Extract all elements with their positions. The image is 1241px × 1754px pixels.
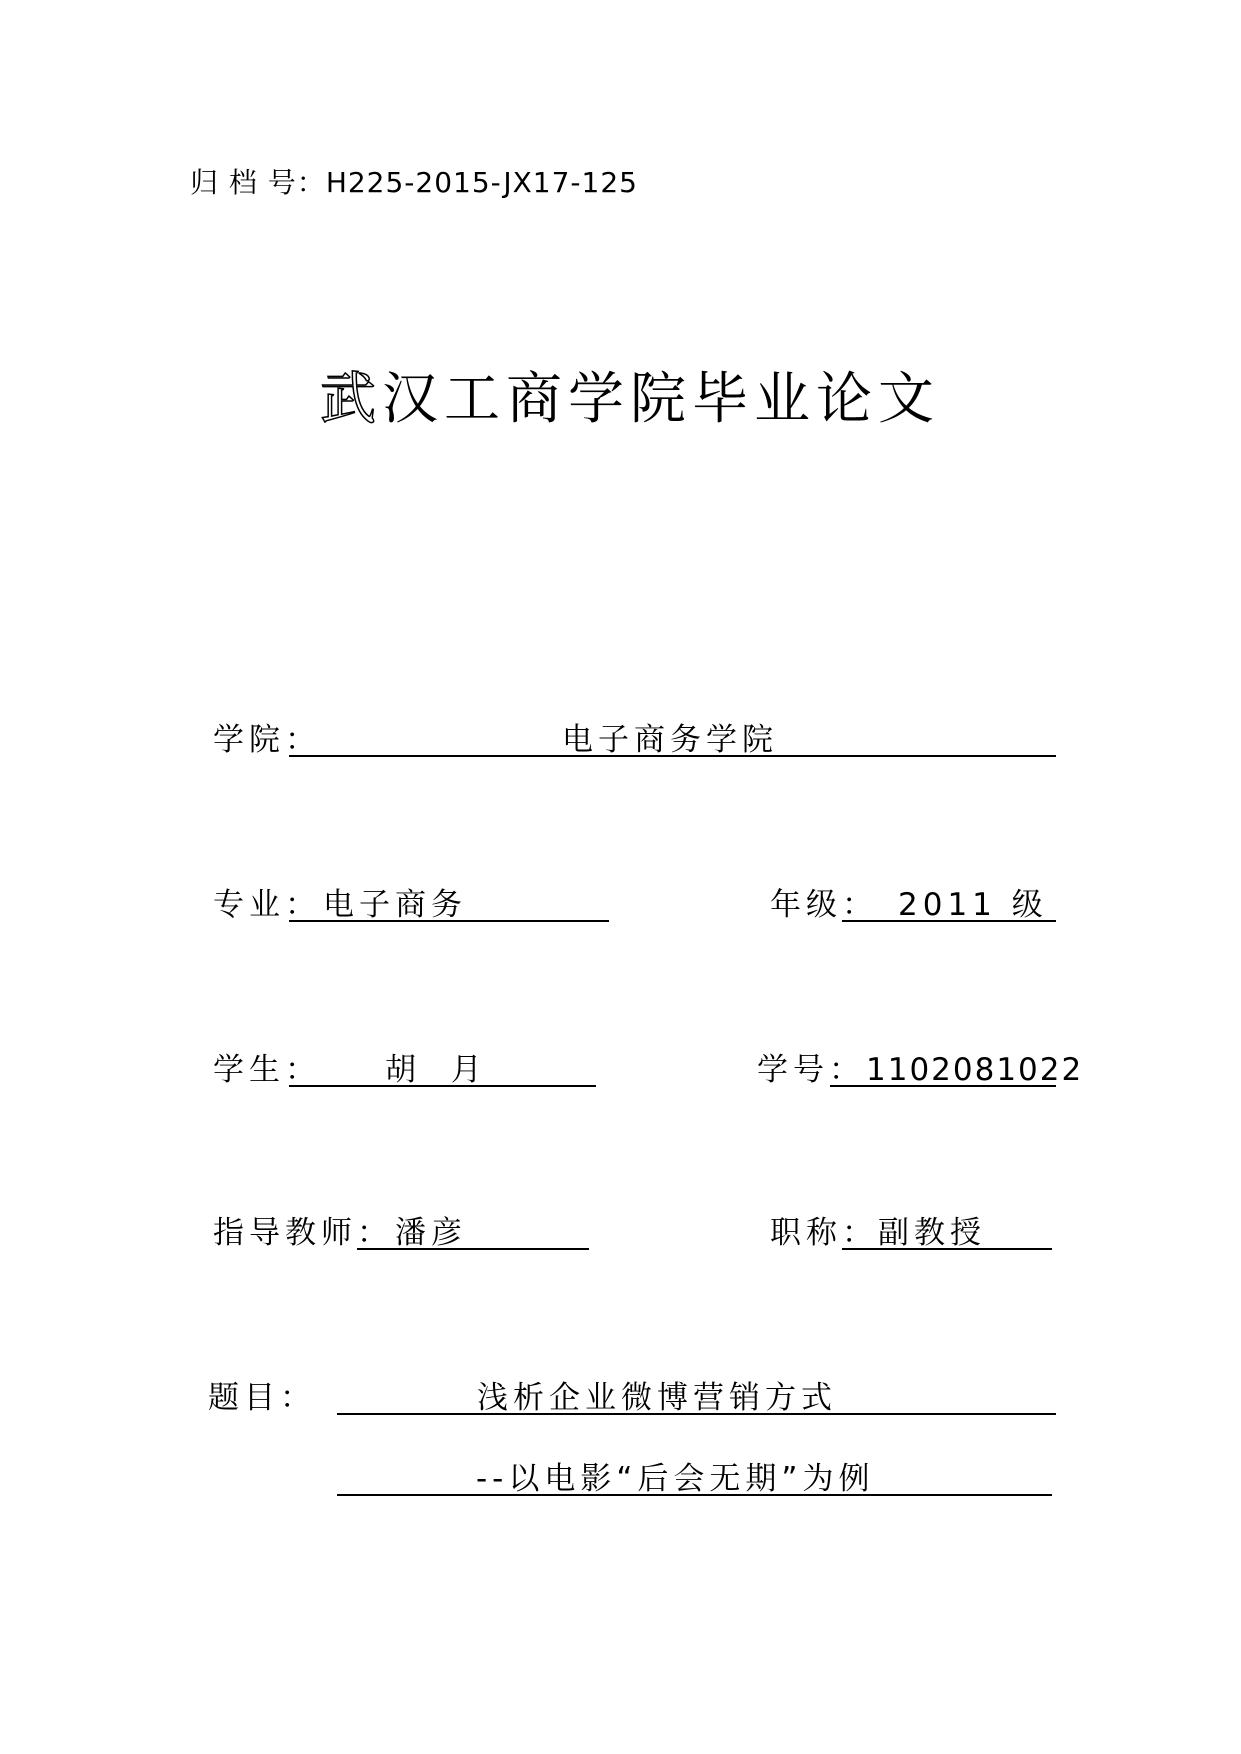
advisor-underline (357, 1248, 589, 1250)
title-first-char: 武 (320, 367, 382, 432)
major-label: 专业： (213, 887, 321, 923)
student-id-value: 1102081022 (866, 1052, 1084, 1088)
major-value: 电子商务 (323, 887, 467, 923)
student-value: 胡 月 (385, 1052, 487, 1088)
archive-value: H225-2015-JX17-125 (325, 166, 638, 199)
student-label: 学生： (213, 1052, 321, 1088)
archive-number (190, 165, 638, 201)
topic-line-2: --以电影“后会无期”为例 (476, 1461, 875, 1497)
archive-label: 归 档 号： (190, 166, 326, 199)
student-id-label: 学号： (757, 1052, 865, 1088)
grade-value: 2011 级 (898, 887, 1048, 923)
grade-label: 年级： (770, 887, 878, 923)
college-label: 学院： (213, 722, 321, 758)
document-title (320, 365, 940, 435)
advisor-label: 指导教师： (213, 1215, 393, 1251)
topic-line-1: 浅析企业微博营销方式 (477, 1380, 837, 1416)
title-rest: 汉工商学院毕业论文 (382, 367, 940, 432)
rank-value: 副教授 (878, 1215, 986, 1251)
topic-label: 题目： (208, 1380, 316, 1416)
rank-label: 职称： (770, 1215, 878, 1251)
college-value: 电子商务学院 (562, 722, 778, 758)
advisor-value: 潘彦 (395, 1215, 467, 1251)
